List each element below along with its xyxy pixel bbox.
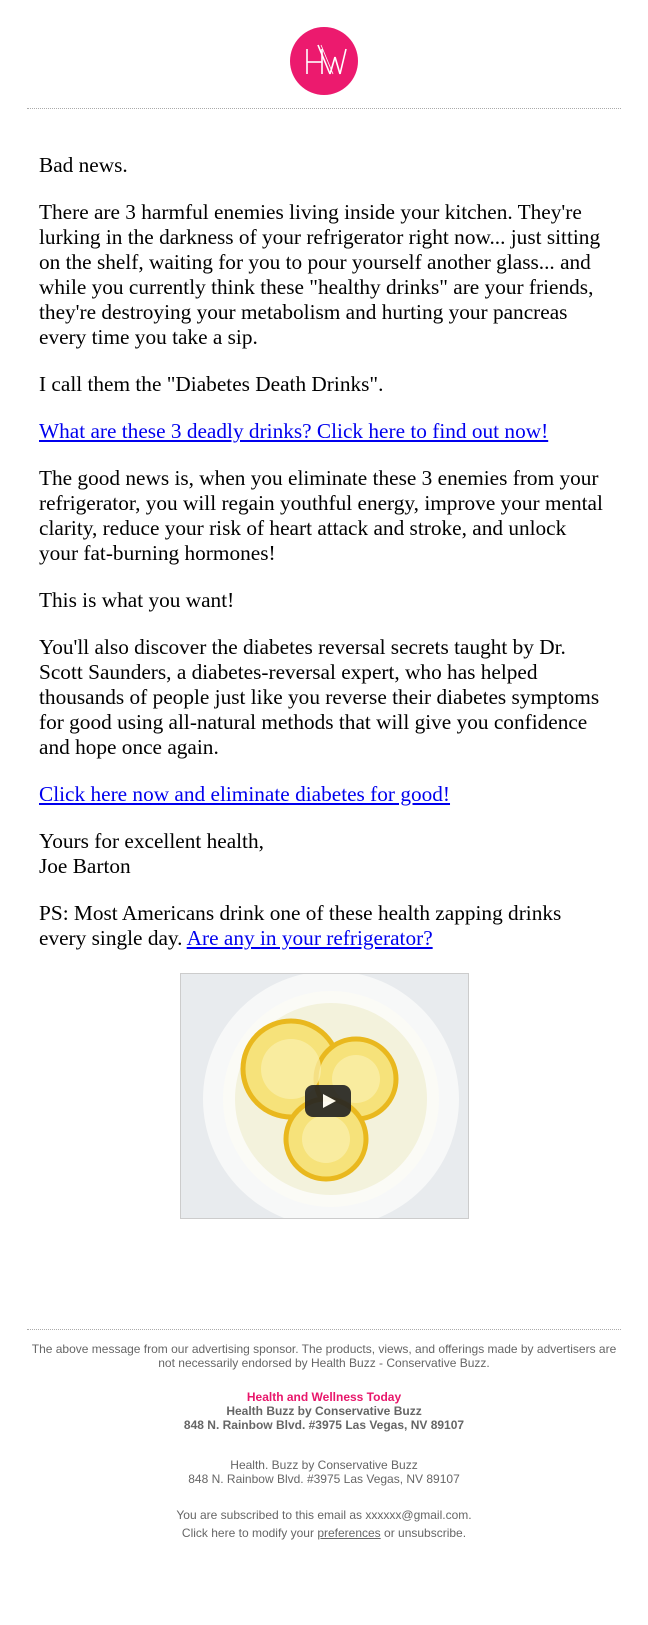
ps-text: PS: Most Americans drink one of these health zapping drinks every single day. xyxy=(39,901,562,950)
paragraph: Bad news. xyxy=(39,153,128,177)
brand-name: Health and Wellness Today xyxy=(246,1390,402,1404)
paragraph: You'll also discover the diabetes reversal secrets taught by Dr. Scott Saunders, a diabetes-reversal expert, who has helped thousands of people just like you reverse their diabetes symptoms for good using all-natural methods that will give you confidence and hope once again. xyxy=(39,635,600,759)
eliminate-diabetes-link[interactable]: Click here now and eliminate diabetes for good! xyxy=(39,782,451,806)
refrigerator-link[interactable]: Are any in your refrigerator? xyxy=(186,926,433,950)
play-icon[interactable] xyxy=(305,1085,351,1117)
email xyxy=(0,27,648,1542)
deadly-drinks-link[interactable]: What are these 3 deadly drinks? Click here to find out now! xyxy=(39,419,549,443)
signature: Joe Barton xyxy=(39,854,131,878)
company-name: Health. Buzz by Conservative Buzz xyxy=(230,1458,418,1472)
paragraph: This is what you want! xyxy=(39,588,235,612)
hw-logo xyxy=(290,27,358,95)
company-name: Health Buzz by Conservative Buzz xyxy=(226,1404,422,1418)
company-address: 848 N. Rainbow Blvd. #3975 Las Vegas, NV 89107 xyxy=(188,1472,460,1486)
modify-text: Click here to modify your xyxy=(181,1526,318,1540)
disclaimer: The above message from our advertising sponsor. The products, views, and offerings made by advertisers are not necessarily endorsed by Health Buzz - Conservative Buzz. xyxy=(31,1342,617,1370)
paragraph: There are 3 harmful enemies living inside your kitchen. They're lurking in the darkness of your refrigerator right now... just sitting on the shelf, waiting for you to pour yourself another glass... and while you currently think these "healthy drinks" are your friends, they're destroying your metabolism and hurting your pancreas every time you take a sip. xyxy=(39,200,601,349)
paragraph: I call them the "Diabetes Death Drinks". xyxy=(39,372,384,396)
signoff: Yours for excellent health, xyxy=(39,829,264,853)
footer xyxy=(0,1330,648,1542)
preferences-link[interactable]: preferences xyxy=(317,1526,381,1540)
unsubscribe-text[interactable]: or unsubscribe. xyxy=(380,1526,467,1540)
paragraph: The good news is, when you eliminate these 3 enemies from your refrigerator, you will regain youthful energy, improve your mental clarity, reduce your risk of heart attack and stroke, and unlock your fat-burning hormones! xyxy=(39,466,603,565)
video-thumbnail[interactable] xyxy=(180,973,469,1219)
company-address: 848 N. Rainbow Blvd. #3975 Las Vegas, NV 89107 xyxy=(183,1418,465,1432)
message-body xyxy=(0,109,648,951)
subscription-notice: You are subscribed to this email as xxxxxx@gmail.com. xyxy=(176,1508,472,1522)
